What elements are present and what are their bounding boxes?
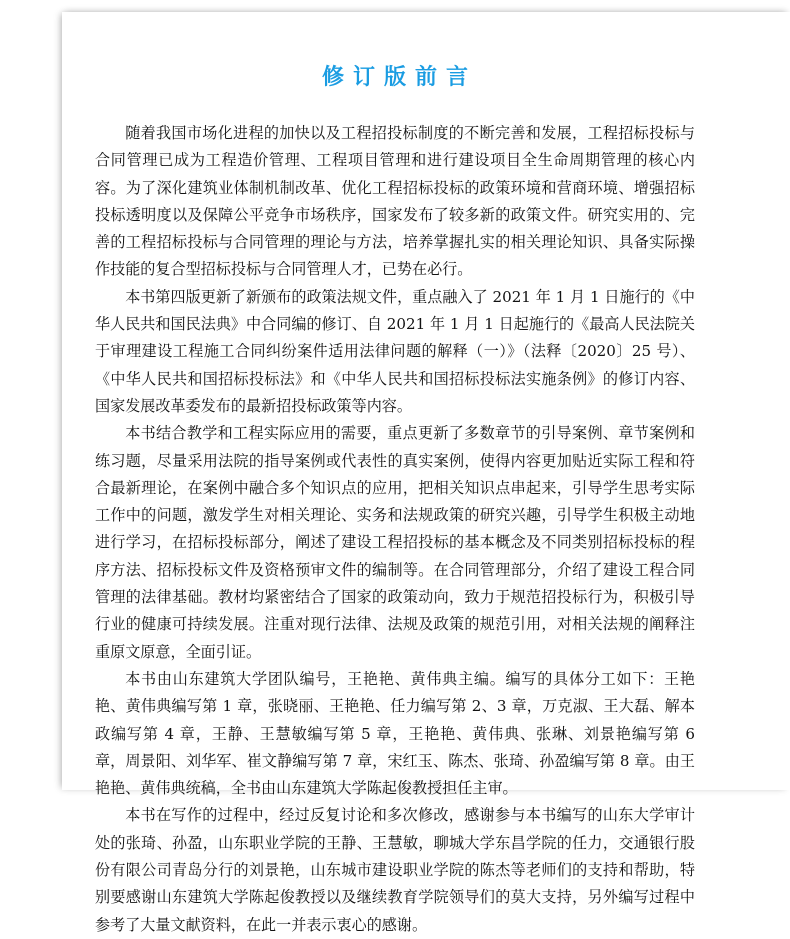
page-content-area — [95, 12, 695, 934]
paragraph: 本书由山东建筑大学团队编号，王艳艳、黄伟典主编。编写的具体分工如下：王艳艳、黄伟典编写第 1 章，张晓丽、王艳艳、任力编写第 2、3 章，万克淑、王大磊、解本政编写第 4 章，王静、王慧敏编写第 5 章，王艳艳、黄伟典、张琳、刘景艳编写第 6 章，周景阳、刘华军、崔文静编写第 7 章，宋红玉、陈杰、张琦、孙盈编写第 8 章。由王艳艳、黄伟典统稿，全书由山东建筑大学陈起俊教授担任主审。 — [95, 669, 695, 798]
paragraph: 随着我国市场化进程的加快以及工程招投标制度的不断完善和发展，工程招标投标与合同管理已成为工程造价管理、工程项目管理和进行建设项目全生命周期管理的核心内容。为了深化建筑业体制机制改革、优化工程招标投标的政策环境和营商环境、增强招标投标透明度以及保障公平竞争市场秩序，国家发布了较多新的政策文件。研究实用的、完善的工程招标投标与合同管理的理论与方法，培养掌握扎实的相关理论知识、具备实际操作技能的复合型招标投标与合同管理人才，已势在必行。 — [95, 124, 695, 279]
page-title: 修订版前言 — [321, 65, 477, 90]
paragraph: 本书在写作的过程中，经过反复讨论和多次修改，感谢参与本书编写的山东大学审计处的张琦、孙盈，山东职业学院的王静、王慧敏，聊城大学东昌学院的任力，交通银行股份有限公司青岛分行的刘景艳，山东城市建设职业学院的陈杰等老师们的支持和帮助，特别要感谢山东建筑大学陈起俊教授以及继续教育学院领导们的莫大支持，另外编写过程中参考了大量文献资料，在此一并表示衷心的感谢。 — [95, 806, 695, 934]
paragraph: 本书结合教学和工程实际应用的需要，重点更新了多数章节的引导案例、章节案例和练习题，尽量采用法院的指导案例或代表性的真实案例，使得内容更加贴近实际工程和符合最新理论，在案例中融合多个知识点的应用，把相关知识点串起来，引导学生思考实际工作中的问题，激发学生对相关理论、实务和法规政策的研究兴趣，引导学生积极主动地进行学习，在招标投标部分，阐述了建设工程招投标的基本概念及不同类别招标投标的程序方法、招标投标文件及资格预审文件的编制等。在合同管理部分，介绍了建设工程合同管理的法律基础。教材均紧密结合了国家的政策动向，致力于规范招投标行为，积极引导行业的健康可持续发展。注重对现行法律、法规及政策的规范引用，对相关法规的阐释注重原文原意，全面引证。 — [95, 424, 695, 661]
preface-body — [95, 120, 695, 939]
page-sheet — [62, 12, 790, 934]
paragraph: 本书第四版更新了新颁布的政策法规文件，重点融入了 2021 年 1 月 1 日施行的《中华人民共和国民法典》中合同编的修订、自 2021 年 1 月 1 日起施行的《最高人民法院关于审理建设工程施工合同纠纷案件适用法律问题的解释（一）》（法释〔2020〕25 号）、《中华人民共和国招标投标法》和《中华人民共和国招标投标法实施条例》的修订内容、国家发展改革委发布的最新招投标政策等内容。 — [95, 287, 695, 415]
